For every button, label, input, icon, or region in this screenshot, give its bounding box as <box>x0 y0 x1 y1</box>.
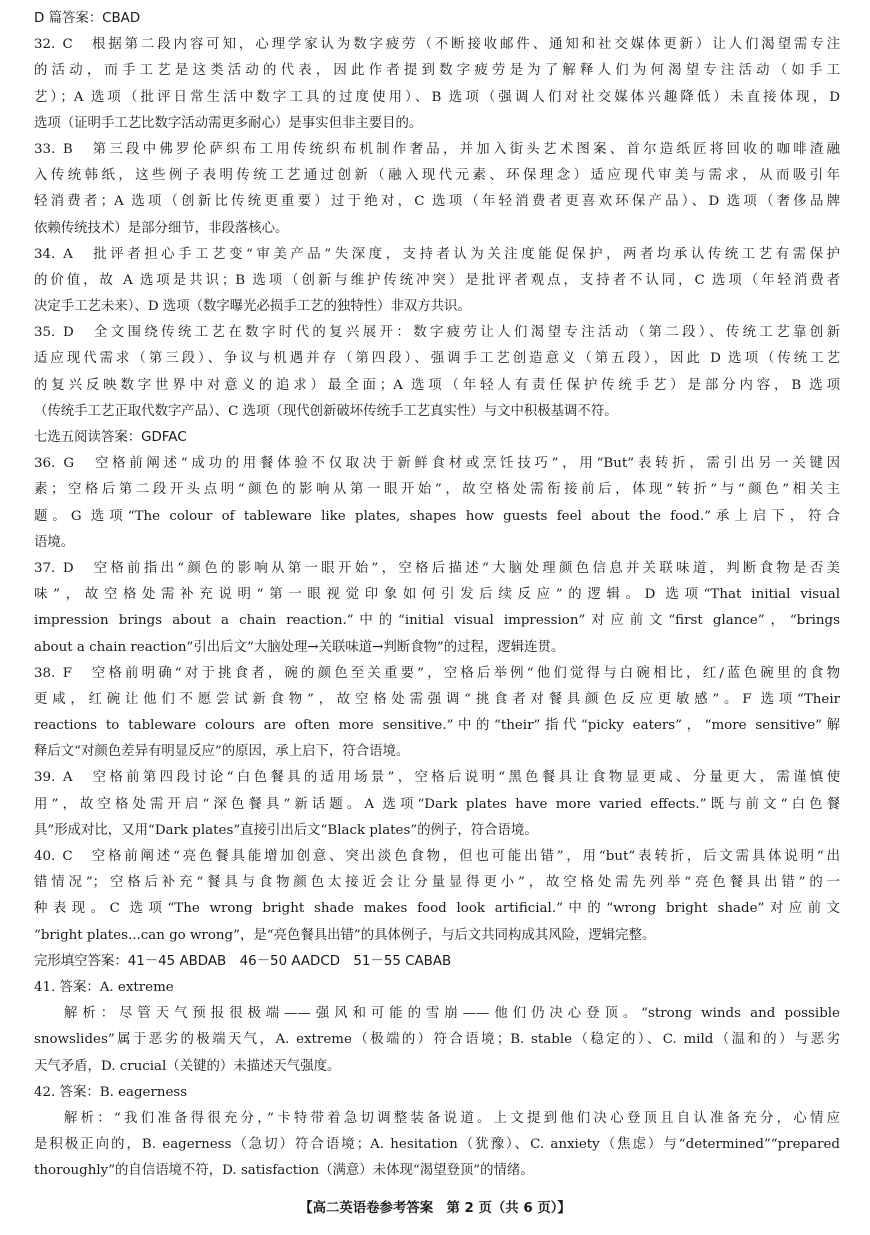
section-heading: 完形填空答案：41－45 ABDAB 46－50 AADCD 51－55 CABAB <box>34 953 452 969</box>
section-heading: D 篇答案：CBAD <box>34 11 141 26</box>
text-line: （传统手工艺正取代数字产品）、C 选项（现代创新破坏传统手工艺真实性）与文中积极基调不符。 <box>34 403 618 419</box>
text-line: 是积极正向的，B. eagerness（急切）符合语境；A. hesitation（犹豫）、C. anxiety（焦虑）与“determined”“prepared <box>34 1137 840 1153</box>
text-line: 更咸，红碗让他们不愿尝试新食物”，故空格处需强调“挑食者对餐具颜色反应更敏感”。F 选项“Their <box>34 691 840 707</box>
text-line: 适应现代需求（第三段）、争议与机遇并存（第四段）、强调手工艺创造意义（第五段），因此 D 选项（传统工艺 <box>34 351 840 367</box>
text-line: 轻消费者；A 选项（创新比传统更重要）过于绝对，C 选项（年轻消费者更喜欢环保产品）、D 选项（奢侈品牌 <box>34 194 840 210</box>
text-line: impression brings about a chain reaction.”中的“initial visual impression”对应前文“first glance”，“brings <box>34 613 840 629</box>
text-line: 用”，故空格处需开启“深色餐具”新话题。A 选项“Dark plates have more varied effects.”既与前文“白色餐 <box>34 796 840 812</box>
answer-explanations <box>34 6 840 1184</box>
text-line: 释后文“对颜色差异有明显反应”的原因，承上启下，符合语境。 <box>34 744 410 760</box>
text-line: 40. C 空格前阐述“亮色餐具能增加创意、突出淡色食物，但也可能出错”，用“but”表转折，后文需具体说明“出 <box>34 849 840 864</box>
text-line: about a chain reaction”引出后文“大脑处理→关联味道→判断食物”的过程，逻辑连贯。 <box>34 639 565 655</box>
text-line: 错情况”；空格后补充“餐具与食物颜色太接近会让分量显得更小”，故空格处需先列举“亮色餐具出错”的一 <box>34 875 840 891</box>
text-line: 决定手工艺未来）、D 选项（数字曝光必损手工艺的独特性）非双方共识。 <box>34 299 471 315</box>
text-line: 34. A 批评者担心手工艺变“审美产品”失深度，支持者认为关注度能促保护，两者均承认传统工艺有需保护 <box>34 246 840 262</box>
text-line: 35. D 全文围绕传统工艺在数字时代的复兴展开：数字疲劳让人们渴望专注活动（第二段）、传统工艺靠创新 <box>34 325 840 341</box>
text-line: reactions to tableware colours are often more sensitive.”中的“their”指代“picky eaters”，“more sensitive”解 <box>34 718 840 734</box>
text-line: 37. D 空格前指出“颜色的影响从第一眼开始”，空格后描述“大脑处理颜色信息并关联味道，判断食物是否美 <box>34 560 840 576</box>
text-line: 艺）；A 选项（批评日常生活中数字工具的过度使用）、B 选项（强调人们对社交媒体兴趣降低）未直接体现，D <box>34 89 840 105</box>
text-line: 依赖传统技术）是部分细节，非段落核心。 <box>34 220 289 236</box>
text-line: 的价值，故 A 选项是共识；B 选项（创新与维护传统冲突）是批评者观点，支持者不认同，C 选项（年轻消费者 <box>34 272 840 288</box>
text-line: 味”，故空格处需补充说明“第一眼视觉印象如何引发后续反应”的逻辑。D 选项“That initial visual <box>34 587 840 603</box>
text-line: 选项（证明手工艺比数字活动需更多耐心）是事实但非主要目的。 <box>34 115 423 131</box>
text-line: 题。G 选项“The colour of tableware like plates, shapes how guests feel about the food.”承上启下，符合 <box>34 508 840 524</box>
text-line: 41. 答案：A. extreme <box>34 979 174 995</box>
text-line: snowslides”属于恶劣的极端天气，A. extreme（极端的）符合语境；B. stable（稳定的）、C. mild（温和的）与恶劣 <box>34 1032 840 1048</box>
page-footer: 【高二英语卷参考答案 第 2 页（共 6 页）】 <box>299 1201 571 1216</box>
text-line: 32. C 根据第二段内容可知，心理学家认为数字疲劳（不断接收邮件、通知和社交媒体更新）让人们渴望需专注 <box>34 37 840 53</box>
text-line: 的复兴反映数字世界中对意义的追求）最全面；A 选项（年轻人有责任保护传统手艺）是部分内容，B 选项 <box>34 377 840 393</box>
text-line: “bright plates...can go wrong”，是“亮色餐具出错”的具体例子，与后文共同构成其风险，逻辑完整。 <box>34 927 656 943</box>
text-line: 39. A 空格前第四段讨论“白色餐具的适用场景”，空格后说明“黑色餐具让食物显更咸、分量更大，需谨慎使 <box>34 770 840 786</box>
text-line: 36. G 空格前阐述“成功的用餐体验不仅取决于新鲜食材或烹饪技巧”，用“But”表转折，需引出另一关键因 <box>34 456 840 472</box>
text-line: 33. B 第三段中佛罗伦萨织布工用传统织布机制作奢品，并加入街头艺术图案、首尔造纸匠将回收的咖啡渣融 <box>34 141 840 157</box>
text-line: thoroughly”的自信语境不符，D. satisfaction（满意）未体现“渴望登顶”的情绪。 <box>34 1163 534 1179</box>
text-line: 42. 答案：B. eagerness <box>34 1084 188 1100</box>
text-line: 解析：尽管天气预报很极端——强风和可能的雪崩——他们仍决心登顶。“strong winds and possible <box>64 1006 840 1022</box>
text-line: 语境。 <box>34 534 75 550</box>
text-line: 入传统韩纸，这些例子表明传统工艺通过创新（融入现代元素、环保理念）适应现代审美与需求，从而吸引年 <box>34 168 840 184</box>
text-line: 具”形成对比，又用“Dark plates”直接引出后文“Black plates”的例子，符合语境。 <box>34 822 538 838</box>
text-line: 种表现。C 选项“The wrong bright shade makes food look artificial.”中的“wrong bright shade”对应前文 <box>34 901 840 917</box>
text-line: 天气矛盾，D. crucial（关键的）未描述天气强度。 <box>34 1058 341 1074</box>
text-line: 的活动，而手工艺是这类活动的代表，因此作者提到数字疲劳是为了解释人们为何渴望专注活动（如手工 <box>34 63 840 79</box>
section-heading: 七选五阅读答案：GDFAC <box>34 430 187 445</box>
text-line: 解析：“我们准备得很充分，”卡特带着急切调整装备说道。上文提到他们决心登顶且自认准备充分，心情应 <box>64 1110 840 1126</box>
text-line: 素；空格后第二段开头点明“颜色的影响从第一眼开始”，故空格处需衔接前后，体现“转折”与“颜色”相关主 <box>34 482 840 498</box>
text-line: 38. F 空格前明确“对于挑食者，碗的颜色至关重要”，空格后举例“他们觉得与白碗相比，红/蓝色碗里的食物 <box>34 665 840 681</box>
